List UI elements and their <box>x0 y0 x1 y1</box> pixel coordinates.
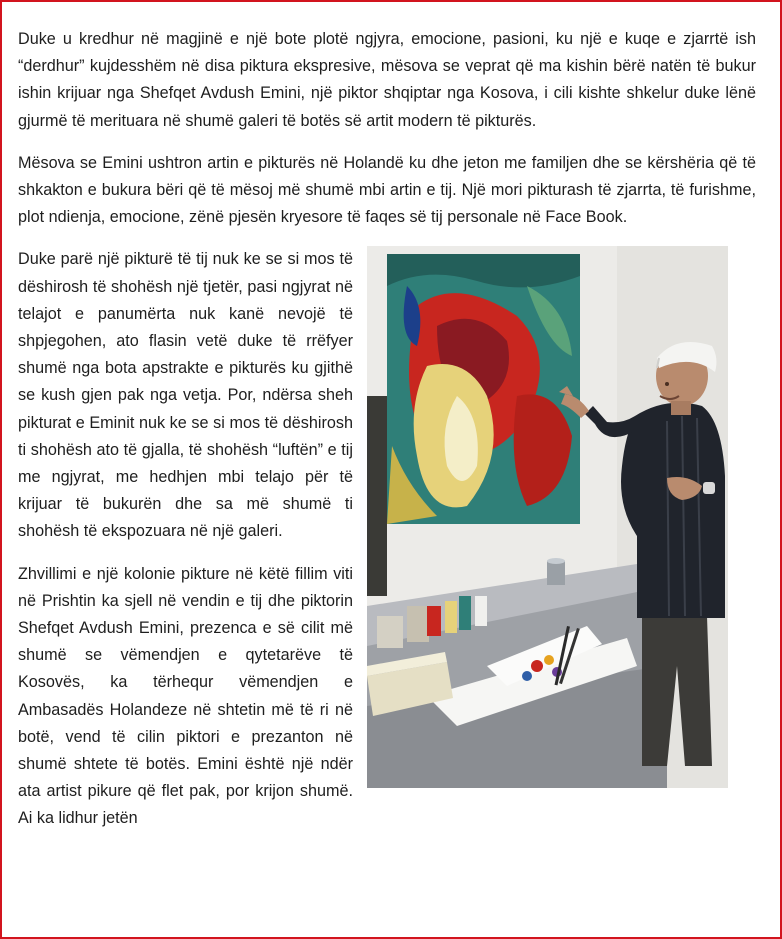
article-paragraph-2: Mësova se Emini ushtron artin e pikturës në Holandë ku dhe jeton me familjen dhe se kërshëria që të shkakton e bukura bëri që të mësoj më shumë mbi artin e tij. Një mori pikturash të zjarrta, të furishme, plot ndienja, emocione, zënë pjesën kryesore të faqes së tij personale në Face Book. <box>18 153 756 227</box>
article-paragraph-1: Duke u kredhur në magjinë e një bote plotë ngjyra, emocione, pasioni, ku një e kuqe e zjarrtë ish “derdhur” kujdesshëm në disa piktura ekspresive, mësova se veprat që ma kishin bërë natën të bukur ishin krijuar nga Shefqet Avdush Emini, një piktor shqiptar nga Kosova, i cili kishte shkelur duke lënë gjurmë të merituara në shumë galeri të botës së artit modern të pikturës. <box>18 30 756 130</box>
painter-photo <box>367 246 728 788</box>
abstract-canvas <box>387 254 580 524</box>
article-body <box>18 26 756 848</box>
painter-photo-illustration <box>367 246 728 788</box>
article-paragraph-4: Zhvillimi e një kolonie pikture në këtë fillim viti në Prishtin ka sjell në vendin e tij dhe piktorin Shefqet Avdush Emini, prezenca e së cilit më shumë se vëmendjen e qytetarëve të Kosovës, ka tërhequr vëmendjen e Ambasadës Holandeze në shtetin më të ri në botë, vend të cilin piktori e prezanton në shumë shtete të botës. Emini është një ndër ata artist pikure që flet pak, por krijon shumë. Ai ka lidhur jetën <box>18 564 353 828</box>
article-paragraph-3: Duke parë një pikturë të tij nuk ke se si mos të dëshirosh të shohësh një tjetër, pasi ngjyrat në telajot e panumërta nuk kanë nevojë të shpjegohen, ato flasin vetë duke të rrëfyer shumë nga bota apstrakte e pikturës ku gjithë se kush gjen pak nga vetja. Por, ndërsa sheh pikturat e Eminit nuk ke se si mos të dëshirosh ti shohësh ato të gjalla, të shohësh “luftën” e tij me ngjyrat, me hedhjen mbi telajo për të krijuar të bukurën dhe sa më shumë ti shohësh të ekspozuara në një galeri. <box>18 250 353 541</box>
